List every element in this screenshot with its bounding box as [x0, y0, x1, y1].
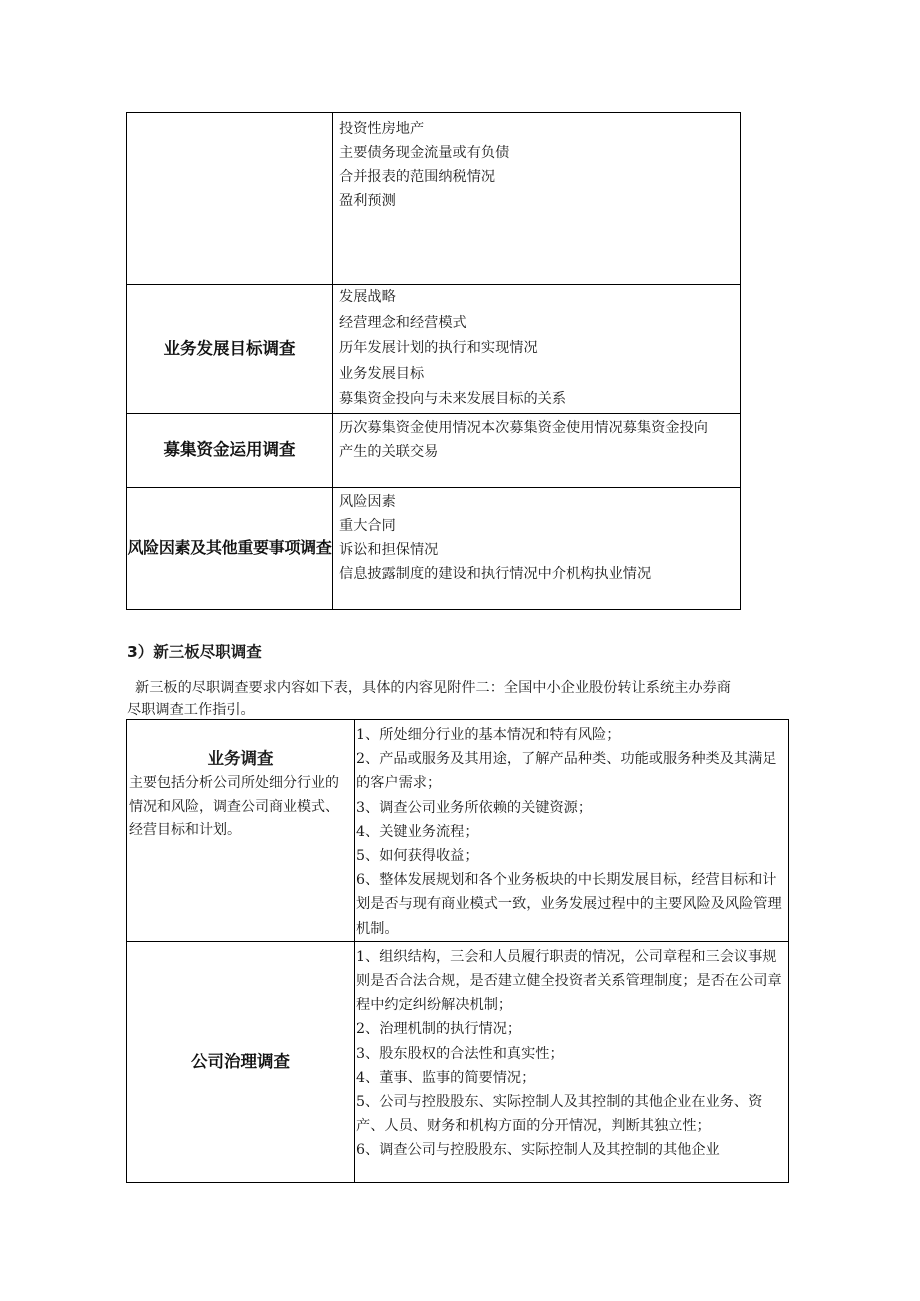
list-item: 盈利预测	[339, 193, 396, 209]
list-item: 历次募集资金使用情况本次募集资金使用情况募集资金投向	[339, 419, 708, 436]
list-item: 主要债务现金流量或有负债	[339, 145, 510, 161]
row-label	[127, 113, 333, 285]
list-item: 诉讼和担保情况	[339, 541, 439, 558]
list-item: 募集资金投向与未来发展目标的关系	[339, 391, 567, 407]
row-content	[333, 487, 741, 609]
table-row	[127, 413, 741, 487]
list-item: 经营理念和经营模式	[339, 314, 467, 331]
list-item: 4、董事、监事的简要情况；	[356, 1069, 536, 1086]
due-diligence-table-1	[126, 112, 741, 610]
list-item: 合并报表的范围纳税情况	[339, 169, 496, 185]
list-item: 产生的关联交易	[339, 443, 439, 460]
list-item: 投资性房地产	[339, 121, 425, 137]
intro-paragraph	[127, 677, 791, 721]
list-item: 信息披露制度的建设和执行情况中介机构执业情况	[339, 565, 652, 582]
table-row	[127, 285, 741, 414]
list-item: 2、产品或服务及其用途，了解产品种类、功能或服务种类及其满足的客户需求；	[356, 751, 777, 792]
list-item: 3、调查公司业务所依赖的关键资源；	[356, 799, 593, 816]
intro-line: 新三板的尽职调查要求内容如下表，具体的内容见附件二：全国中小企业股份转让系统主办券商	[135, 680, 731, 696]
table-row	[127, 487, 741, 609]
section-heading: 3）新三板尽职调查	[127, 643, 262, 661]
row-content	[333, 113, 741, 285]
list-item: 5、如何获得收益；	[356, 848, 479, 865]
row-title: 业务调查	[207, 749, 274, 768]
list-item: 2、治理机制的执行情况；	[356, 1021, 522, 1038]
list-item: 6、整体发展规划和各个业务板块的中长期发展目标，经营目标和计划是否与现有商业模式一致，业务发展过程中的主要风险及风险管理机制。	[356, 872, 782, 937]
list-item: 风险因素	[339, 493, 396, 510]
row-content	[333, 285, 741, 414]
list-item: 发展战略	[339, 289, 396, 305]
table-row	[127, 941, 789, 1182]
row-description: 主要包括分析公司所处细分行业的情况和风险，调查公司商业模式、经营目标和计划。	[129, 775, 339, 838]
list-item: 1、组织结构，三会和人员履行职责的情况，公司章程和三会议事规则是否合法合规，是否建立健全投资者关系管理制度；是否在公司章程中约定纠纷解决机制；	[356, 948, 782, 1014]
list-item: 业务发展目标	[339, 365, 425, 382]
list-item: 3、股东股权的合法性和真实性；	[356, 1045, 564, 1062]
row-label: 业务发展目标调查	[127, 285, 333, 414]
list-item: 5、公司与控股股东、实际控制人及其控制的其他企业在业务、资产、人员、财务和机构方面的分开情况，判断其独立性；	[356, 1094, 763, 1135]
table-row	[127, 113, 741, 285]
table-row	[127, 720, 789, 942]
row-label: 风险因素及其他重要事项调查	[127, 487, 333, 609]
row-label: 公司治理调查	[127, 941, 355, 1182]
list-item: 重大合同	[339, 517, 396, 534]
row-label-cell	[127, 720, 355, 942]
row-content	[333, 413, 741, 487]
intro-line: 尽职调查工作指引。	[127, 702, 255, 718]
row-content	[355, 720, 789, 942]
row-label: 募集资金运用调查	[127, 413, 333, 487]
row-content	[355, 941, 789, 1182]
list-item: 历年发展计划的执行和实现情况	[339, 340, 538, 356]
list-item: 6、调查公司与控股股东、实际控制人及其控制的其他企业	[356, 1142, 720, 1159]
list-item: 4、关键业务流程；	[356, 823, 479, 840]
due-diligence-table-2	[126, 719, 789, 1183]
list-item: 1、所处细分行业的基本情况和特有风险；	[356, 727, 621, 743]
